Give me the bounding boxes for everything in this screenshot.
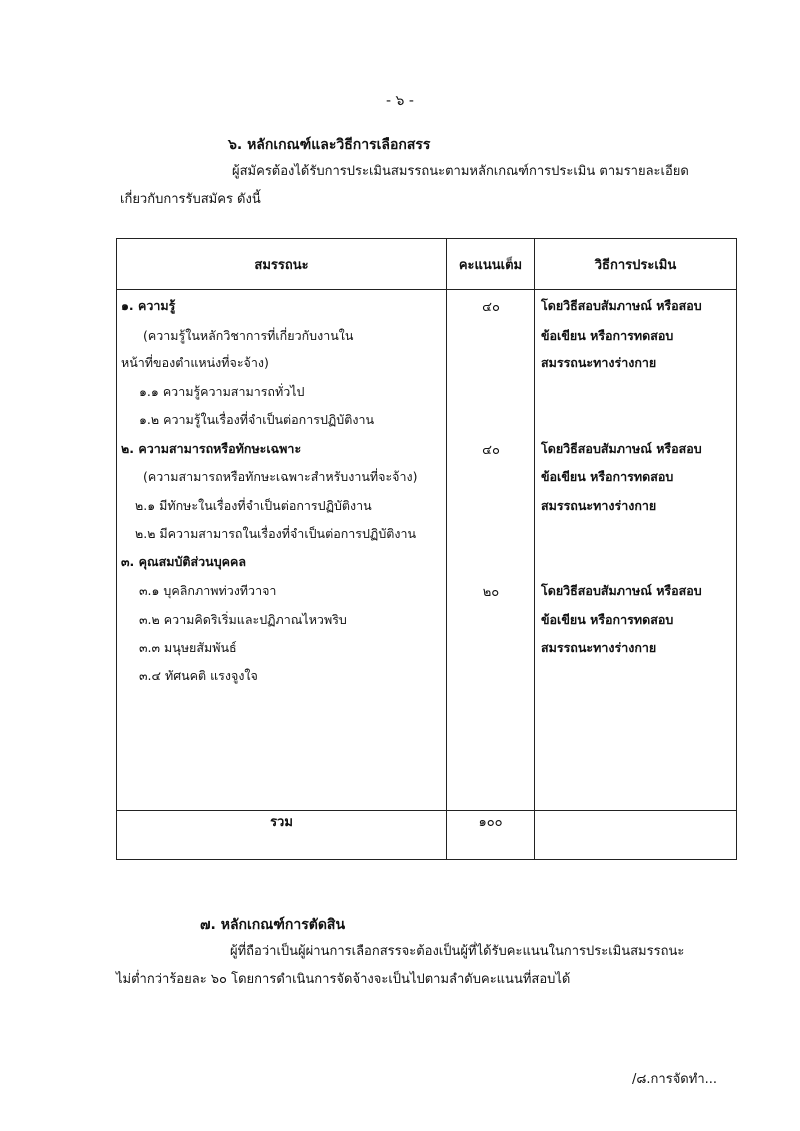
item-1-desc-2: หน้าที่ของตำแหน่งที่จะจ้าง) [121, 355, 269, 370]
score-cell [447, 290, 535, 811]
total-value: ๑๐๐ [447, 811, 535, 860]
item-1-2: ๑.๒ ความรู้ในเรื่องที่จำเป็นต่อการปฏิบัติงาน [139, 412, 375, 427]
section-7-paragraph-line-2: ไม่ต่ำกว่าร้อยละ ๖๐ โดยการดำเนินการจัดจ้างจะเป็นไปตามลำดับคะแนนที่สอบได้ [116, 972, 571, 987]
table-header-row [117, 239, 737, 290]
item-3-2: ๓.๒ ความคิดริเริ่มและปฏิภาณไหวพริบ [139, 612, 347, 627]
item-3-title: ๓. คุณสมบัติส่วนบุคคล [121, 554, 247, 569]
method-3-line-1: โดยวิธีสอบสัมภาษณ์ หรือสอบ [541, 583, 702, 598]
item-2-1: ๒.๑ มีทักษะในเรื่องที่จำเป็นต่อการปฏิบัติงาน [135, 498, 372, 513]
method-1-line-3: สมรรถนะทางร่างกาย [541, 355, 657, 370]
method-2-line-1: โดยวิธีสอบสัมภาษณ์ หรือสอบ [541, 441, 702, 456]
item-1-title: ๑. ความรู้ [121, 298, 176, 313]
page-number: - ๖ - [386, 93, 414, 109]
section-6-paragraph-line-2: เกี่ยวกับการรับสมัคร ดังนี้ [120, 192, 261, 207]
table-total-row [117, 811, 737, 860]
header-method: วิธีการประเมิน [535, 239, 737, 290]
table-body-row [117, 290, 737, 811]
item-2-desc: (ความสามารถหรือทักษะเฉพาะสำหรับงานที่จะจ้าง) [143, 469, 418, 484]
item-3-1: ๓.๑ บุคลิกภาพท่วงทีวาจา [139, 583, 277, 598]
score-1: ๔๐ [482, 300, 500, 315]
continuation-footer: /๘.การจัดทำ... [632, 1072, 718, 1087]
total-label: รวม [117, 811, 447, 860]
score-3: ๒๐ [482, 585, 500, 600]
item-1-1: ๑.๑ ความรู้ความสามารถทั่วไป [139, 384, 305, 399]
section-6-heading: ๖. หลักเกณฑ์และวิธีการเลือกสรร [228, 137, 431, 153]
header-competency: สมรรถนะ [117, 239, 447, 290]
header-full-score: คะแนนเต็ม [447, 239, 535, 290]
competency-table [116, 238, 737, 860]
method-2-line-2: ข้อเขียน หรือการทดสอบ [541, 469, 674, 484]
score-2: ๔๐ [482, 443, 500, 458]
item-3-4: ๓.๔ ทัศนคติ แรงจูงใจ [139, 668, 258, 683]
item-2-title: ๒. ความสามารถหรือทักษะเฉพาะ [121, 441, 302, 456]
section-6-paragraph-line-1: ผู้สมัครต้องได้รับการประเมินสมรรถนะตามหลักเกณฑ์การประเมิน ตามรายละเอียด [232, 164, 689, 179]
method-3-line-3: สมรรถนะทางร่างกาย [541, 640, 657, 655]
section-7-heading: ๗. หลักเกณฑ์การตัดสิน [200, 917, 346, 933]
competency-cell [117, 290, 447, 811]
total-empty-cell [535, 811, 737, 860]
method-1-line-2: ข้อเขียน หรือการทดสอบ [541, 328, 674, 343]
item-1-desc-1: (ความรู้ในหลักวิชาการที่เกี่ยวกับงานใน [143, 328, 354, 343]
item-3-3: ๓.๓ มนุษยสัมพันธ์ [139, 640, 237, 655]
item-2-2: ๒.๒ มีความสามารถในเรื่องที่จำเป็นต่อการปฏิบัติงาน [135, 526, 417, 541]
section-7-paragraph-line-1: ผู้ที่ถือว่าเป็นผู้ผ่านการเลือกสรรจะต้องเป็นผู้ที่ได้รับคะแนนในการประเมินสมรรถนะ [230, 944, 685, 959]
method-2-line-3: สมรรถนะทางร่างกาย [541, 498, 657, 513]
method-cell [535, 290, 737, 811]
method-1-line-1: โดยวิธีสอบสัมภาษณ์ หรือสอบ [541, 298, 702, 313]
method-3-line-2: ข้อเขียน หรือการทดสอบ [541, 612, 674, 627]
